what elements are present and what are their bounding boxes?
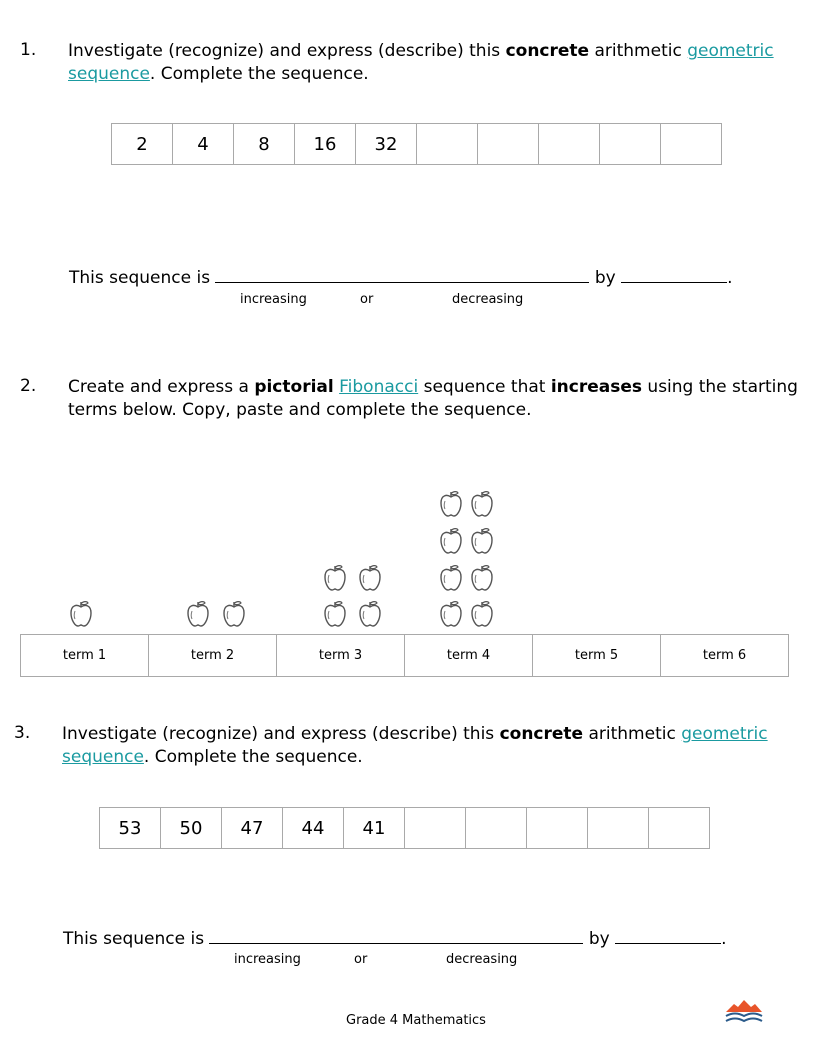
apple-icon <box>439 527 463 555</box>
q3-cell: 41 <box>344 808 405 849</box>
q1-cell-blank[interactable] <box>539 124 600 165</box>
q3-cell-blank[interactable] <box>649 808 710 849</box>
q1-cell-blank[interactable] <box>478 124 539 165</box>
q1-option-decreasing: decreasing <box>452 292 524 307</box>
q3-by: by <box>583 929 616 949</box>
q1-option-increasing: increasing <box>240 292 307 307</box>
q1-text-pre: Investigate (recognize) and express (describe) this <box>68 41 506 61</box>
q1-text-post: . Complete the sequence. <box>149 64 369 84</box>
q1-bold-concrete: concrete <box>505 41 590 61</box>
q3-cell-blank[interactable] <box>466 808 527 849</box>
q1-end: . <box>727 268 733 288</box>
apple-icon <box>186 600 210 628</box>
q1-text-mid: arithmetic <box>589 41 688 61</box>
apple-icon <box>358 600 382 628</box>
q3-cell: 47 <box>222 808 283 849</box>
q2-number: 2. <box>20 376 37 396</box>
q3-cell: 53 <box>100 808 161 849</box>
q2-bold-increases: increases <box>550 377 643 397</box>
apple-icon <box>470 564 494 592</box>
apple-icon <box>358 564 382 592</box>
q3-option-decreasing: decreasing <box>446 952 518 967</box>
q1-cell: 2 <box>112 124 173 165</box>
apple-icon <box>470 527 494 555</box>
q1-blank-direction[interactable] <box>215 264 589 283</box>
q1-sentence-start: This sequence is <box>69 268 216 288</box>
q3-end: . <box>721 929 727 949</box>
q3-sentence-start: This sequence is <box>63 929 210 949</box>
q1-option-or: or <box>360 292 374 307</box>
q1-sequence-table <box>111 123 722 165</box>
q1-cell: 4 <box>173 124 234 165</box>
q2-fibonacci-link[interactable]: Fibonacci <box>339 377 419 397</box>
apple-icon <box>323 564 347 592</box>
term-3-cell: term 3 <box>277 635 405 677</box>
q1-cell: 32 <box>356 124 417 165</box>
apple-icon <box>470 600 494 628</box>
q1-number: 1. <box>20 40 37 60</box>
mountain-logo <box>724 998 764 1026</box>
q3-text-post: . Complete the sequence. <box>143 747 363 767</box>
q3-text-pre: Investigate (recognize) and express (describe) this <box>62 724 500 744</box>
q1-cell: 8 <box>234 124 295 165</box>
term-4-cell: term 4 <box>405 635 533 677</box>
apple-icon <box>222 600 246 628</box>
q2-bold-pictorial: pictorial <box>254 377 334 397</box>
q3-sequence-table <box>99 807 710 849</box>
q1-by: by <box>589 268 622 288</box>
q3-sequence-link[interactable]: sequence <box>62 747 144 767</box>
q3-cell-blank[interactable] <box>405 808 466 849</box>
q3-number: 3. <box>14 723 31 743</box>
q3-text-mid: arithmetic <box>583 724 682 744</box>
q3-blank-direction[interactable] <box>209 925 583 944</box>
q3-cell-blank[interactable] <box>588 808 649 849</box>
q1-instructions <box>68 40 798 86</box>
q2-text-line1-end: using the starting <box>642 377 798 397</box>
q3-cell: 44 <box>283 808 344 849</box>
term-2-cell: term 2 <box>149 635 277 677</box>
apple-icon <box>439 490 463 518</box>
term-5-cell[interactable]: term 5 <box>533 635 661 677</box>
q3-cell: 50 <box>161 808 222 849</box>
q3-answer-sentence <box>63 925 727 949</box>
q3-instructions <box>62 723 802 769</box>
q3-option-or: or <box>354 952 368 967</box>
apple-icon <box>69 600 93 628</box>
q2-text-mid2: sequence that <box>418 377 551 397</box>
apple-icon <box>439 600 463 628</box>
q3-option-increasing: increasing <box>234 952 301 967</box>
q1-cell-blank[interactable] <box>600 124 661 165</box>
apple-icon <box>439 564 463 592</box>
q3-geometric-link[interactable]: geometric <box>681 724 768 744</box>
q1-cell-blank[interactable] <box>661 124 722 165</box>
q1-cell-blank[interactable] <box>417 124 478 165</box>
q3-cell-blank[interactable] <box>527 808 588 849</box>
q2-terms-table <box>20 634 789 677</box>
q2-instructions <box>68 376 808 422</box>
term-6-cell[interactable]: term 6 <box>661 635 789 677</box>
q3-blank-amount[interactable] <box>615 925 721 944</box>
footer-text: Grade 4 Mathematics <box>346 1013 486 1028</box>
apple-icon <box>470 490 494 518</box>
q2-text-pre: Create and express a <box>68 377 255 397</box>
q1-blank-amount[interactable] <box>621 264 727 283</box>
q1-geometric-link[interactable]: geometric <box>687 41 774 61</box>
q2-text-line2: terms below. Copy, paste and complete the sequence. <box>68 400 532 420</box>
q1-answer-sentence <box>69 264 733 288</box>
q1-cell: 16 <box>295 124 356 165</box>
term-1-cell: term 1 <box>21 635 149 677</box>
q3-bold-concrete: concrete <box>499 724 584 744</box>
apple-icon <box>323 600 347 628</box>
q1-sequence-link[interactable]: sequence <box>68 64 150 84</box>
